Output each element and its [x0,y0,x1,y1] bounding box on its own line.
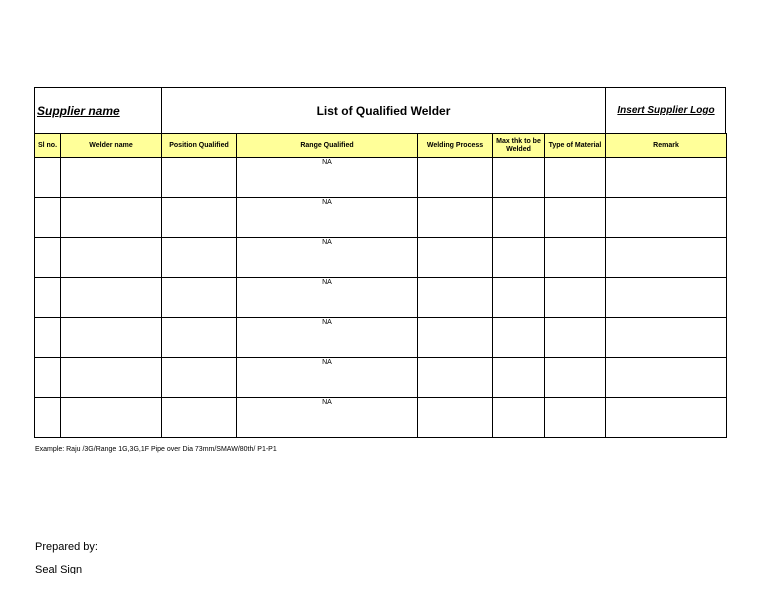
range-qualified-cell[interactable]: NA [237,398,418,438]
range-qualified-cell[interactable]: NA [237,238,418,278]
range-qualified-cell[interactable]: NA [237,198,418,238]
range-qualified-cell[interactable]: NA [237,158,418,198]
type-of-material-cell[interactable] [545,198,606,238]
position-qualified-cell[interactable] [162,158,237,198]
example-note: Example: Raju /3G/Range 1G,3G,1F Pipe over Dia 73mm/SMAW/80th/ P1-P1 [35,446,277,453]
max-thickness-cell[interactable] [493,318,545,358]
sl-no-cell[interactable] [35,358,61,398]
welder-table [34,133,727,438]
welder-list-sheet [34,87,726,428]
range-qualified-cell[interactable]: NA [237,318,418,358]
type-of-material-cell[interactable] [545,158,606,198]
range-qualified-cell[interactable]: NA [237,278,418,318]
welder-name-cell[interactable] [61,358,162,398]
table-header-row [35,134,727,158]
position-qualified-cell[interactable] [162,318,237,358]
column-header-sl-no: Sl no. [35,134,61,158]
type-of-material-cell[interactable] [545,278,606,318]
welding-process-cell[interactable] [418,398,493,438]
type-of-material-cell[interactable] [545,398,606,438]
welder-name-cell[interactable] [61,238,162,278]
welding-process-cell[interactable] [418,358,493,398]
sl-no-cell[interactable] [35,198,61,238]
type-of-material-cell[interactable] [545,358,606,398]
sl-no-cell[interactable] [35,278,61,318]
column-header-range-qualified: Range Qualified [237,134,418,158]
column-header-max-thickness: Max thk to be Welded [493,134,545,158]
sheet-header [34,87,726,134]
welder-name-cell[interactable] [61,318,162,358]
position-qualified-cell[interactable] [162,198,237,238]
column-header-type-of-material: Type of Material [545,134,606,158]
table-row [35,318,727,358]
supplier-logo-placeholder: Insert Supplier Logo [617,105,715,116]
max-thickness-cell[interactable] [493,198,545,238]
welding-process-cell[interactable] [418,198,493,238]
max-thickness-cell[interactable] [493,358,545,398]
table-row [35,198,727,238]
remark-cell[interactable] [606,238,727,278]
welder-name-cell[interactable] [61,158,162,198]
welding-process-cell[interactable] [418,238,493,278]
welding-process-cell[interactable] [418,158,493,198]
max-thickness-cell[interactable] [493,398,545,438]
remark-cell[interactable] [606,398,727,438]
column-header-welder-name: Welder name [61,134,162,158]
range-qualified-cell[interactable]: NA [237,358,418,398]
type-of-material-cell[interactable] [545,318,606,358]
welder-name-cell[interactable] [61,398,162,438]
page-title: List of Qualified Welder [162,88,606,133]
table-row [35,358,727,398]
prepared-by-label: Prepared by: [35,541,98,553]
max-thickness-cell[interactable] [493,158,545,198]
seal-sign-label: Seal Sign [35,564,83,574]
remark-cell[interactable] [606,198,727,238]
remark-cell[interactable] [606,318,727,358]
column-header-remark: Remark [606,134,727,158]
table-row [35,158,727,198]
remark-cell[interactable] [606,158,727,198]
position-qualified-cell[interactable] [162,238,237,278]
column-header-position-qualified: Position Qualified [162,134,237,158]
welding-process-cell[interactable] [418,318,493,358]
sl-no-cell[interactable] [35,318,61,358]
welder-name-cell[interactable] [61,278,162,318]
position-qualified-cell[interactable] [162,398,237,438]
table-row [35,398,727,438]
type-of-material-cell[interactable] [545,238,606,278]
max-thickness-cell[interactable] [493,238,545,278]
welding-process-cell[interactable] [418,278,493,318]
remark-cell[interactable] [606,278,727,318]
table-row [35,238,727,278]
sl-no-cell[interactable] [35,158,61,198]
table-row [35,278,727,318]
welder-name-cell[interactable] [61,198,162,238]
sl-no-cell[interactable] [35,398,61,438]
sl-no-cell[interactable] [35,238,61,278]
max-thickness-cell[interactable] [493,278,545,318]
position-qualified-cell[interactable] [162,358,237,398]
remark-cell[interactable] [606,358,727,398]
position-qualified-cell[interactable] [162,278,237,318]
column-header-welding-process: Welding Process [418,134,493,158]
supplier-name-label: Supplier name [35,88,162,133]
